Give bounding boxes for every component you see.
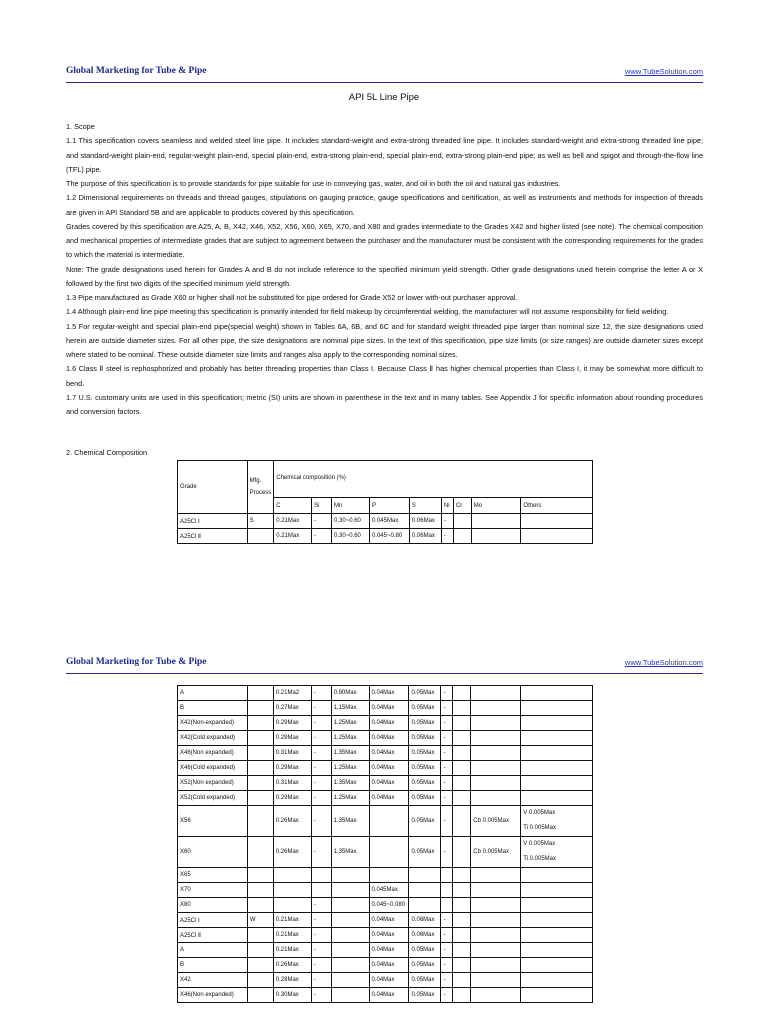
element-header: P — [369, 498, 409, 514]
cell-process — [247, 806, 273, 837]
cell-cr — [453, 776, 471, 791]
cell-s: 0.06Max — [409, 514, 441, 529]
cell-si: - — [311, 761, 331, 776]
table-row — [178, 943, 593, 958]
cell-mo — [471, 791, 521, 806]
cell-ni: - — [441, 746, 453, 761]
cell-others — [521, 686, 593, 701]
element-header: C — [274, 498, 312, 514]
cell-si — [311, 868, 331, 883]
website-link[interactable]: www.TubeSolution.com — [624, 67, 703, 76]
cell-mn: 0.90Max — [331, 686, 369, 701]
table-row — [178, 731, 593, 746]
page-header — [66, 66, 703, 83]
cell-cr — [453, 731, 471, 746]
cell-process — [247, 898, 273, 913]
cell-si: - — [311, 973, 331, 988]
cell-process: S — [247, 514, 274, 529]
cell-mn — [331, 883, 369, 898]
cell-c: 0.27Max — [273, 701, 311, 716]
cell-s — [409, 883, 441, 898]
cell-mo — [471, 746, 521, 761]
cell-si: - — [311, 776, 331, 791]
cell-p: 0.04Max — [369, 731, 409, 746]
cell-s: 0.05Max — [409, 686, 441, 701]
cell-p: 0.04Max — [369, 928, 409, 943]
cell-p — [369, 868, 409, 883]
cell-cr — [453, 868, 471, 883]
cell-p: 0.04Max — [369, 973, 409, 988]
cell-mo — [471, 943, 521, 958]
table-row — [178, 988, 593, 1003]
cell-mo — [471, 529, 521, 544]
table-row — [178, 958, 593, 973]
cell-process — [247, 791, 273, 806]
cell-ni: - — [441, 731, 453, 746]
cell-mo — [471, 514, 521, 529]
cell-mn — [331, 928, 369, 943]
section-heading: 2. Chemical Composition — [66, 448, 148, 457]
cell-grade: X60 — [178, 837, 248, 868]
scope-paragraph: 1.1 This specification covers seamless and welded steel line pipe. It includes standard-weight and extra-strong threaded line pipe. It includes standard-weight and extra-strong threaded line pipe; and standard-weight plain-end, regular-weight plain-end, special plain-end, extra-strong plain-end, special plain-end, extra-strong plain-end pipe; as well as bell and spigot and through-the-flow line (TFL) pipe. — [66, 136, 703, 174]
scope-section — [66, 120, 703, 419]
cell-process — [247, 686, 273, 701]
cell-mn — [331, 898, 369, 913]
cell-c — [273, 883, 311, 898]
cell-cr — [453, 761, 471, 776]
cell-others-line: V 0.005Max — [523, 841, 556, 847]
cell-ni: - — [441, 686, 453, 701]
cell-process — [247, 776, 273, 791]
cell-grade: B — [178, 958, 248, 973]
cell-s: 0.05Max — [409, 716, 441, 731]
cell-mo — [471, 686, 521, 701]
cell-others — [521, 883, 593, 898]
cell-si: - — [311, 913, 331, 928]
cell-others — [521, 958, 593, 973]
cell-s: 0.05Max — [409, 731, 441, 746]
cell-mo — [471, 761, 521, 776]
cell-ni: - — [441, 701, 453, 716]
website-link[interactable]: www.TubeSolution.com — [624, 658, 703, 667]
cell-c: 0.26Max — [273, 958, 311, 973]
cell-grade: X42(Cold expanded) — [178, 731, 248, 746]
cell-grade: B — [178, 701, 248, 716]
cell-ni: - — [441, 973, 453, 988]
cell-c: 0.26Max — [273, 837, 311, 868]
cell-s: 0.05Max — [409, 958, 441, 973]
cell-grade: A25Cl Ⅰ — [178, 913, 248, 928]
cell-grade: A25Cl Ⅱ — [178, 529, 248, 544]
cell-s: 0.06Max — [409, 928, 441, 943]
cell-others — [521, 529, 593, 544]
cell-grade: X65 — [178, 868, 248, 883]
brand-name: Global Marketing for Tube & Pipe — [66, 657, 207, 667]
cell-mn: 1.35Max — [331, 806, 369, 837]
cell-s: 0.06Max — [409, 529, 441, 544]
cell-si: - — [311, 988, 331, 1003]
cell-ni: - — [441, 837, 453, 868]
scope-paragraph: Note: The grade designations used herein for Grades A and B do not include reference to the specified minimum yield strength. Other grade designations used herein comprise the letter A or X followed by the first two digits of the specified minimum yield strength. — [66, 264, 703, 288]
cell-p: 0.04Max — [369, 791, 409, 806]
element-header: Mo — [471, 498, 521, 514]
cell-mo — [471, 731, 521, 746]
cell-ni: - — [441, 958, 453, 973]
cell-p: 0.04Max — [369, 958, 409, 973]
table-row — [178, 761, 593, 776]
element-header: Others — [521, 498, 593, 514]
cell-ni: - — [441, 529, 453, 544]
cell-mo: Cb 0.005Max — [471, 806, 521, 837]
cell-si: - — [311, 943, 331, 958]
element-header: Mn — [332, 498, 370, 514]
table-row — [178, 837, 593, 868]
cell-c: 0.31Max — [273, 776, 311, 791]
cell-others — [521, 791, 593, 806]
cell-c: 0.31Max — [273, 746, 311, 761]
document-title: API 5L Line Pipe — [348, 92, 420, 103]
cell-c: 0.29Max — [273, 791, 311, 806]
cell-p: 0.04Max — [369, 746, 409, 761]
table-row — [178, 806, 593, 837]
cell-grade: X56 — [178, 806, 248, 837]
cell-ni: - — [441, 514, 453, 529]
cell-cr — [453, 837, 471, 868]
table-row — [178, 514, 593, 529]
cell-ni: - — [441, 943, 453, 958]
cell-mo — [471, 883, 521, 898]
cell-mn: 1.25Max — [331, 716, 369, 731]
cell-mo — [471, 701, 521, 716]
cell-ni: - — [441, 988, 453, 1003]
cell-mn — [331, 988, 369, 1003]
cell-others — [521, 514, 593, 529]
cell-process — [247, 529, 274, 544]
cell-c: 0.21Max — [274, 529, 312, 544]
cell-cr — [453, 514, 471, 529]
cell-mn — [331, 958, 369, 973]
table-row — [178, 928, 593, 943]
brand-name: Global Marketing for Tube & Pipe — [66, 66, 207, 76]
cell-mo — [471, 868, 521, 883]
cell-si: - — [312, 514, 332, 529]
cell-process — [247, 746, 273, 761]
cell-mo — [471, 913, 521, 928]
cell-ni — [441, 868, 453, 883]
cell-process — [247, 988, 273, 1003]
cell-si: - — [311, 898, 331, 913]
cell-others — [521, 898, 593, 913]
cell-s: 0.05Max — [409, 791, 441, 806]
table-row — [178, 686, 593, 701]
cell-s: 0.05Max — [409, 973, 441, 988]
cell-grade: X70 — [178, 883, 248, 898]
cell-grade: X46(Cold expanded) — [178, 761, 248, 776]
cell-mo — [471, 898, 521, 913]
cell-mn: 1.25Max — [331, 761, 369, 776]
cell-process — [247, 716, 273, 731]
cell-mo — [471, 973, 521, 988]
cell-si: - — [311, 958, 331, 973]
cell-p: 0.04Max — [369, 913, 409, 928]
cell-mn — [331, 913, 369, 928]
cell-p: 0.04Max — [369, 761, 409, 776]
cell-others-line: Ti 0.005Max — [523, 825, 556, 831]
cell-cr — [453, 701, 471, 716]
scope-heading: 1. Scope — [66, 122, 95, 131]
cell-others — [521, 731, 593, 746]
cell-s: 0.05Max — [409, 761, 441, 776]
cell-cr — [453, 806, 471, 837]
cell-cr — [453, 913, 471, 928]
cell-grade: X42(Non-expanded) — [178, 716, 248, 731]
cell-s — [409, 868, 441, 883]
cell-cr — [453, 686, 471, 701]
chemical-composition-table — [177, 460, 593, 544]
cell-si: - — [311, 928, 331, 943]
cell-mo — [471, 988, 521, 1003]
cell-process — [247, 883, 273, 898]
cell-others — [521, 913, 593, 928]
cell-grade: X52(Non expanded) — [178, 776, 248, 791]
cell-ni: - — [441, 776, 453, 791]
cell-others-line: V 0.005Max — [523, 810, 556, 816]
table-row — [178, 746, 593, 761]
cell-c: 0.21Max — [273, 913, 311, 928]
cell-cr — [453, 943, 471, 958]
cell-mn — [331, 943, 369, 958]
element-header: Cr — [453, 498, 471, 514]
cell-others — [521, 806, 593, 837]
cell-p: 0.04Max — [369, 716, 409, 731]
element-header: S — [409, 498, 441, 514]
chemical-composition-table-continued — [177, 685, 593, 1003]
cell-si: - — [311, 731, 331, 746]
element-header: Ni — [441, 498, 453, 514]
cell-mn — [331, 973, 369, 988]
cell-p: 0.04Max — [369, 776, 409, 791]
cell-c: 0.28Max — [273, 973, 311, 988]
cell-cr — [453, 958, 471, 973]
cell-others — [521, 776, 593, 791]
cell-mn — [331, 868, 369, 883]
cell-grade: A25Cl Ⅰ — [178, 514, 248, 529]
cell-s: 0.05Max — [409, 776, 441, 791]
cell-p: 0.045~0.80 — [369, 529, 409, 544]
cell-s: 0.06Max — [409, 913, 441, 928]
cell-cr — [453, 898, 471, 913]
cell-p: 0.045Max — [369, 883, 409, 898]
cell-p: 0.04Max — [369, 701, 409, 716]
cell-process — [247, 868, 273, 883]
cell-c: 0.21Max — [273, 943, 311, 958]
cell-s: 0.05Max — [409, 837, 441, 868]
cell-c: 0.30Max — [273, 988, 311, 1003]
cell-c: 0.21Max — [274, 514, 312, 529]
table-row — [178, 973, 593, 988]
cell-mo: Cb 0.005Max — [471, 837, 521, 868]
cell-process: W — [247, 913, 273, 928]
cell-cr — [453, 529, 471, 544]
cell-p — [369, 837, 409, 868]
cell-process — [247, 958, 273, 973]
page-header — [66, 657, 703, 674]
cell-c: 0.29Max — [273, 716, 311, 731]
cell-process — [247, 973, 273, 988]
scope-paragraph: 1.3 Pipe manufactured as Grade X60 or higher shall not be substituted for pipe ordered for Grade X52 or lower with-out purchaser approval. — [66, 293, 518, 302]
cell-ni — [441, 883, 453, 898]
cell-others — [521, 701, 593, 716]
cell-mo — [471, 928, 521, 943]
cell-others — [521, 746, 593, 761]
table-row — [178, 883, 593, 898]
cell-others — [521, 761, 593, 776]
cell-c: 0.29Max — [273, 731, 311, 746]
cell-grade: A — [178, 686, 248, 701]
cell-mo — [471, 958, 521, 973]
cell-c — [273, 868, 311, 883]
cell-process — [247, 761, 273, 776]
header-mfg-process: Mfg. Process — [247, 461, 274, 514]
cell-ni: - — [441, 928, 453, 943]
cell-mo — [471, 716, 521, 731]
cell-mn: 1.35Max — [331, 776, 369, 791]
cell-s: 0.05Max — [409, 806, 441, 837]
cell-ni: - — [441, 716, 453, 731]
cell-others — [521, 943, 593, 958]
cell-s: 0.05Max — [409, 701, 441, 716]
cell-p: 0.04Max — [369, 686, 409, 701]
cell-grade: A25Cl Ⅱ — [178, 928, 248, 943]
cell-si: - — [311, 837, 331, 868]
cell-process — [247, 701, 273, 716]
cell-cr — [453, 988, 471, 1003]
cell-others — [521, 988, 593, 1003]
cell-si: - — [311, 716, 331, 731]
cell-mn: 1.35Max — [331, 746, 369, 761]
table-row — [178, 868, 593, 883]
cell-cr — [453, 791, 471, 806]
cell-grade: X80 — [178, 898, 248, 913]
cell-s: 0.05Max — [409, 746, 441, 761]
cell-si — [311, 883, 331, 898]
cell-c — [273, 898, 311, 913]
table-row — [178, 791, 593, 806]
cell-others — [521, 716, 593, 731]
table-row — [178, 913, 593, 928]
cell-others — [521, 868, 593, 883]
cell-p — [369, 806, 409, 837]
cell-s — [409, 898, 441, 913]
cell-p: 0.04Max — [369, 988, 409, 1003]
cell-ni: - — [441, 913, 453, 928]
cell-ni — [441, 898, 453, 913]
cell-si: - — [311, 791, 331, 806]
cell-process — [247, 943, 273, 958]
table-row — [178, 529, 593, 544]
cell-process — [247, 731, 273, 746]
scope-paragraph: 1.2 Dimensional requirements on threads and thread gauges, stipulations on gauging practice, gauge specifications and certification, as well as instruments and methods for inspection of threads are given in API Standard 5B and are applicable to products covered by this specification. — [66, 193, 703, 217]
cell-c: 0.29Max — [273, 761, 311, 776]
cell-mn: 1.25Max — [331, 731, 369, 746]
scope-paragraph: The purpose of this specification is to provide standards for pipe suitable for use in conveying gas, water, and oil in both the oil and natural gas industries. — [66, 179, 561, 188]
cell-cr — [453, 928, 471, 943]
cell-grade: X42 — [178, 973, 248, 988]
cell-others — [521, 928, 593, 943]
scope-paragraph: 1.7 U.S. customary units are used in this specification; metric (SI) units are shown in parenthese in the text and in many tables. See Appendix J for specific information about rounding procedures and conversion factors. — [66, 392, 703, 416]
cell-p: 0.04Max — [369, 943, 409, 958]
cell-others — [521, 973, 593, 988]
cell-others-line: Ti 0.005Max — [523, 856, 556, 862]
cell-grade: X46(Non expanded) — [178, 746, 248, 761]
cell-mn: 1.35Max — [331, 837, 369, 868]
cell-cr — [453, 746, 471, 761]
cell-grade: X52(Cold expanded) — [178, 791, 248, 806]
cell-ni: - — [441, 806, 453, 837]
cell-c: 0.26Max — [273, 806, 311, 837]
scope-paragraph: 1.6 Class Ⅱ steel is rephosphorized and probably has better threading properties than Class I. Because Class Ⅱ has higher chemical properties than Class I, it may be somewhat more difficult to bend. — [66, 364, 703, 388]
cell-si: - — [311, 701, 331, 716]
scope-paragraph: 1.5 For regular-weight and special plain-end pipe(special weight) shown in Tables 6A, 6B, and 6C and for standard weight threaded pipe larger than nominal size 12, the size designations used herein are outside diameter sizes. For all other pipe, the size designations are nominal pipe sizes. In the text of this specification, pipe size limits (or size ranges) are outside diameter sizes except where stated to be nominal. These outside diameter size limits and ranges also apply to the corresponding nominal sizes. — [66, 321, 703, 359]
cell-grade: X46(Non expanded) — [178, 988, 248, 1003]
cell-cr — [453, 883, 471, 898]
cell-process — [247, 928, 273, 943]
table-row — [178, 701, 593, 716]
cell-si: - — [311, 806, 331, 837]
cell-cr — [453, 716, 471, 731]
table-row — [178, 898, 593, 913]
cell-grade: A — [178, 943, 248, 958]
cell-p: 0.045~0.080 — [369, 898, 409, 913]
cell-si: - — [312, 529, 332, 544]
cell-process — [247, 837, 273, 868]
cell-si: - — [311, 746, 331, 761]
cell-cr — [453, 973, 471, 988]
cell-s: 0.05Max — [409, 988, 441, 1003]
cell-ni: - — [441, 791, 453, 806]
cell-s: 0.05Max — [409, 943, 441, 958]
cell-mn: 1.15Max — [331, 701, 369, 716]
cell-c: 0.21Max — [273, 928, 311, 943]
cell-p: 0.045Max — [369, 514, 409, 529]
cell-others — [521, 837, 593, 868]
table-row — [178, 776, 593, 791]
cell-ni: - — [441, 761, 453, 776]
header-grade: Grade — [178, 461, 248, 514]
cell-mn: 1.25Max — [331, 791, 369, 806]
table-row — [178, 716, 593, 731]
cell-mn: 0.30~0.60 — [332, 514, 370, 529]
cell-mn: 0.30~0.60 — [332, 529, 370, 544]
scope-paragraph: Grades covered by this specification are A25, A, B, X42, X46, X52, X56, X60, X65, X70, and X80 and grades intermediate to the Grades X42 and higher listed (see note). The chemical composition and mechanical properties of intermediate grades that are subject to agreement between the purchaser and the manufacturer must be consistent with the corresponding requirements for the grades to which the material is intermediate. — [66, 221, 703, 260]
cell-si: - — [311, 686, 331, 701]
scope-paragraph: 1.4 Although plain-end line pipe meeting this specification is primarily intended for field makeup by circumferential welding, the manufacturer will not assume responsibility for field welding. — [66, 307, 669, 317]
element-header: Si — [312, 498, 332, 514]
cell-mo — [471, 776, 521, 791]
header-chemical-composition: Chemical composition (%) — [274, 461, 593, 498]
cell-c: 0.21Ma2 — [273, 686, 311, 701]
